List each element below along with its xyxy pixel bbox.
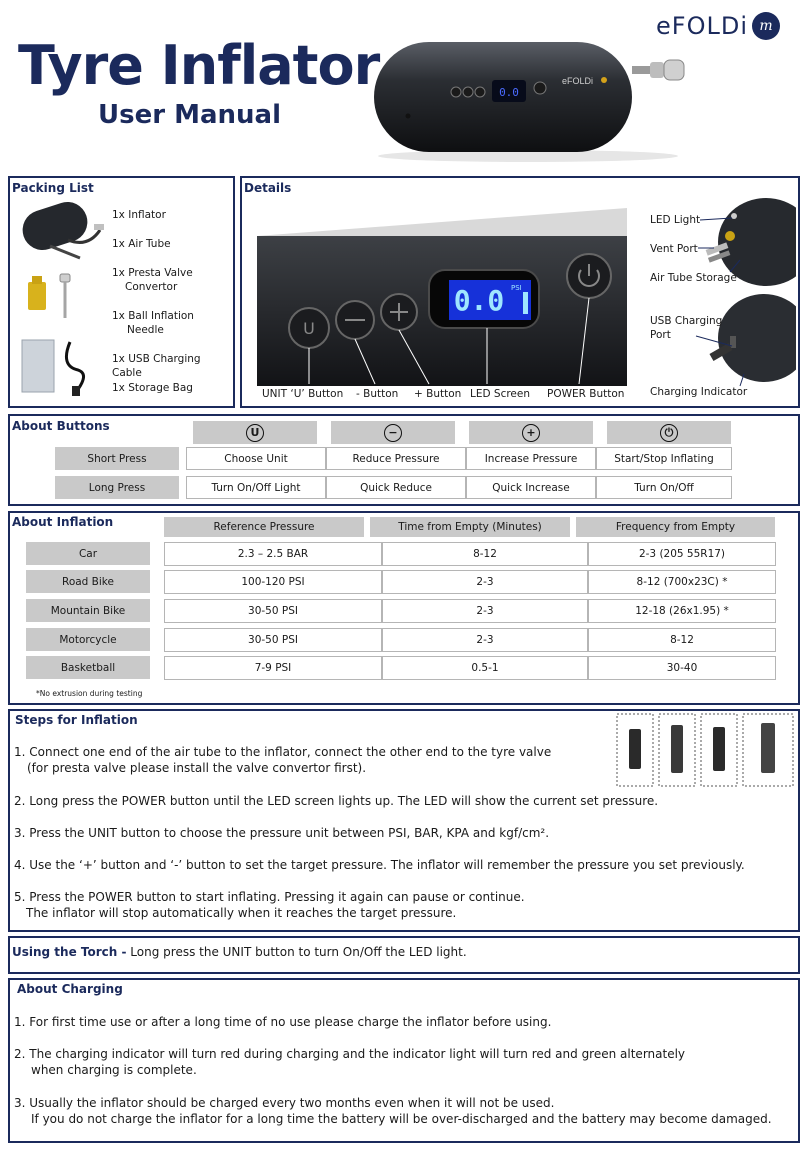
power-icon: ⏻ — [660, 424, 678, 442]
svg-text:U: U — [303, 319, 315, 338]
about-buttons-title: About Buttons — [12, 419, 110, 433]
packing-item-inflator: 1x Inflator — [112, 209, 166, 221]
details-lcd-readout: 0.0 — [453, 284, 505, 317]
packing-item-presta-valve-line2: Convertor — [125, 281, 178, 293]
short-press-unit: Choose Unit — [186, 447, 326, 470]
plus-icon: + — [522, 424, 540, 442]
long-press-power: Turn On/Off — [596, 476, 732, 499]
label-air-tube-storage: Air Tube Storage — [650, 272, 737, 284]
road-bike-time: 2-3 — [382, 570, 588, 594]
label-power-button: POWER Button — [547, 388, 625, 400]
short-press-power: Start/Stop Inflating — [596, 447, 732, 470]
unit-icon: U — [246, 424, 264, 442]
torch-text: Long press the UNIT button to turn On/Off the LED light. — [126, 945, 467, 959]
hero-display-readout: 0.0 — [499, 86, 519, 99]
page-subtitle: User Manual — [98, 100, 281, 130]
label-charging-indicator: Charging Indicator — [650, 386, 748, 398]
motorcycle-frequency: 8-12 — [588, 628, 776, 652]
label-usb-port: Port — [650, 329, 671, 341]
label-minus-button: - Button — [356, 388, 399, 400]
label-unit-button: UNIT ‘U’ Button — [262, 388, 344, 400]
torch-title: Using the Torch - — [12, 945, 127, 959]
step-4: 4. Use the ‘+’ button and ‘-’ button to set the target pressure. The inflator will remember the pressure you set previously. — [14, 858, 745, 872]
label-vent-port: Vent Port — [650, 243, 698, 255]
charging-1: 1. For first time use or after a long time of no use please charge the inflator before using. — [14, 1015, 552, 1029]
row-label-short-press: Short Press — [55, 447, 179, 470]
row-label-car: Car — [26, 542, 150, 565]
inflator-hero-image — [368, 36, 690, 162]
row-label-long-press: Long Press — [55, 476, 179, 499]
row-label-road-bike: Road Bike — [26, 570, 150, 593]
header-reference-pressure: Reference Pressure — [164, 517, 364, 537]
brand-logo: eFOLDi — [656, 12, 748, 40]
page-title: Tyre Inflator — [18, 34, 380, 97]
road-bike-pressure: 100-120 PSI — [164, 570, 382, 594]
packing-item-air-tube: 1x Air Tube — [112, 238, 171, 250]
basketball-frequency: 30-40 — [588, 656, 776, 680]
label-usb-charging: USB Charging — [650, 315, 723, 327]
inflation-footnote: *No extrusion during testing — [36, 689, 143, 698]
short-press-minus: Reduce Pressure — [326, 447, 466, 470]
motorcycle-pressure: 30-50 PSI — [164, 628, 382, 652]
control-panel-closeup-image — [257, 196, 627, 386]
charging-title: About Charging — [17, 982, 123, 996]
row-label-basketball: Basketball — [26, 656, 150, 679]
motorcycle-time: 2-3 — [382, 628, 588, 652]
details-leader-lines — [640, 196, 760, 396]
header-time-from-empty: Time from Empty (Minutes) — [370, 517, 570, 537]
step-1-line-2: (for presta valve please install the valve convertor first). — [27, 761, 367, 775]
inflator-thumbnail-image — [20, 200, 106, 260]
hero-device-brand: eFOLDi — [562, 76, 594, 86]
about-inflation-title: About Inflation — [12, 515, 114, 529]
packing-item-ball-needle-line2: Needle — [127, 324, 164, 336]
step-2: 2. Long press the POWER button until the LED screen lights up. The LED will show the current set pressure. — [14, 794, 659, 808]
label-led-light: LED Light — [650, 214, 701, 226]
long-press-minus: Quick Reduce — [326, 476, 466, 499]
step-5-line-1: 5. Press the POWER button to start inflating. Pressing it again can pause or continue. — [14, 890, 525, 904]
long-press-plus: Quick Increase — [466, 476, 596, 499]
mountain-bike-pressure: 30-50 PSI — [164, 599, 382, 623]
step-1-line-1: 1. Connect one end of the air tube to the inflator, connect the other end to the tyre valve — [14, 745, 552, 759]
step-3: 3. Press the UNIT button to choose the pressure unit between PSI, BAR, KPA and kgf/cm². — [14, 826, 550, 840]
details-title: Details — [244, 181, 292, 195]
step-5-line-2: The inflator will stop automatically when it reaches the target pressure. — [26, 906, 457, 920]
charging-2-line-2: when charging is complete. — [31, 1063, 197, 1077]
details-lcd-unit: PSI — [511, 284, 522, 292]
mountain-bike-frequency: 12-18 (26x1.95) * — [588, 599, 776, 623]
long-press-unit: Turn On/Off Light — [186, 476, 326, 499]
packing-item-presta-valve: 1x Presta Valve — [112, 267, 193, 279]
steps-title: Steps for Inflation — [15, 713, 138, 727]
cable-and-bag-image — [20, 336, 108, 398]
road-bike-frequency: 8-12 (700x23C) * — [588, 570, 776, 594]
basketball-pressure: 7-9 PSI — [164, 656, 382, 680]
header-frequency-from-empty: Frequency from Empty — [576, 517, 775, 537]
packing-item-usb-cable: 1x USB Charging Cable — [112, 353, 201, 379]
mountain-bike-time: 2-3 — [382, 599, 588, 623]
car-time: 8-12 — [382, 542, 588, 566]
row-label-motorcycle: Motorcycle — [26, 628, 150, 651]
minus-icon: − — [384, 424, 402, 442]
packing-list-title: Packing List — [12, 181, 94, 195]
charging-3-line-1: 3. Usually the inflator should be charged every two months even when it will not be used. — [14, 1096, 555, 1110]
label-led-screen: LED Screen — [470, 388, 531, 400]
row-label-mountain-bike: Mountain Bike — [26, 599, 150, 622]
charging-3-line-2: If you do not charge the inflator for a long time the battery will be over-discharged and the battery may become damaged. — [31, 1112, 772, 1126]
short-press-plus: Increase Pressure — [466, 447, 596, 470]
charging-2-line-1: 2. The charging indicator will turn red during charging and the indicator light will turn red and green alternately — [14, 1047, 686, 1061]
car-pressure: 2.3 – 2.5 BAR — [164, 542, 382, 566]
label-plus-button: + Button — [414, 388, 462, 400]
packing-item-storage-bag: 1x Storage Bag — [112, 382, 193, 394]
valve-convertor-and-needle-image — [22, 268, 108, 326]
car-frequency: 2-3 (205 55R17) — [588, 542, 776, 566]
basketball-time: 0.5-1 — [382, 656, 588, 680]
packing-item-ball-needle: 1x Ball Inflation — [112, 310, 194, 322]
brand-mark-icon: m — [752, 12, 780, 40]
